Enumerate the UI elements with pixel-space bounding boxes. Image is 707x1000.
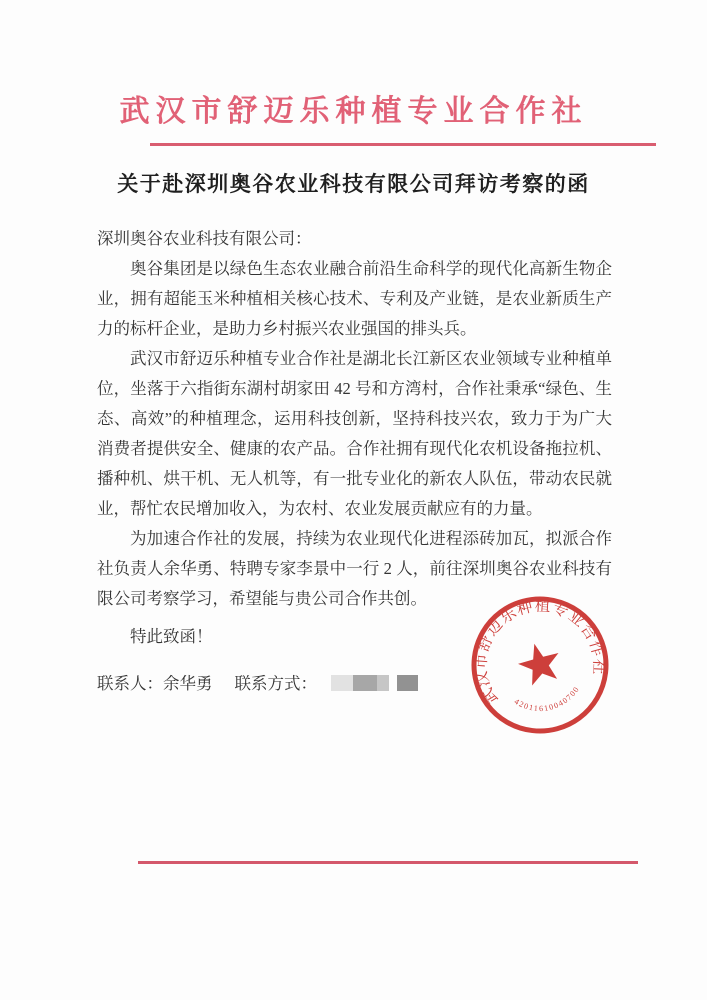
redacted-contact-number xyxy=(331,671,418,701)
seal-star-icon xyxy=(514,638,565,687)
svg-text:42011610040700 xyxy=(511,680,585,720)
paragraph-visit-request: 为加速合作社的发展，持续为农业现代化进程添砖加瓦，拟派合作社负责人余华勇、特聘专家李景中一行 2 人，前往深圳奥谷农业科技有限公司考察学习，希望能与贵公司合作共创。 xyxy=(97,529,612,608)
salutation: 深圳奥谷农业科技有限公司： xyxy=(97,229,312,248)
letterhead-divider-line xyxy=(150,143,656,146)
seal-registration-number: 42011610040700 xyxy=(512,684,582,714)
document-title: 关于赴深圳奥谷农业科技有限公司拜访考察的函 xyxy=(117,172,590,196)
letterhead-company-name: 武汉市舒迈乐种植专业合作社 xyxy=(119,95,588,128)
paragraph-company-intro: 奥谷集团是以绿色生态农业融合前沿生命科学的现代化高新生物企业，拥有超能玉米种植相关核心技术、专利及产业链，是农业新质生产力的标杆企业，是助力乡村振兴农业强国的排头兵。 xyxy=(97,259,612,338)
contact-method-label: 联系方式： xyxy=(234,673,317,693)
paragraph-cooperative-intro: 武汉市舒迈乐种植专业合作社是湖北长江新区农业领域专业种植单位，坐落于六指街东湖村胡家田 42 号和方湾村，合作社秉承“绿色、生态、高效”的种植理念，运用科技创新，坚持科技兴农，致力于为广大消费者提供安全、健康的农产品。合作社拥有现代化农机设备拖拉机、播种机、烘干机、无人机等，有一批专业化的新农人队伍，带动农民就业，帮忙农民增加收入，为农村、农业发展贡献应有的力量。 xyxy=(97,349,612,518)
footer-divider-line xyxy=(138,861,638,864)
contact-person: 联系人：余华勇 xyxy=(97,673,213,693)
closing-phrase: 特此致函！ xyxy=(130,627,213,646)
seal-company-name: 武汉市舒迈乐种植专业合作社 xyxy=(472,597,608,707)
